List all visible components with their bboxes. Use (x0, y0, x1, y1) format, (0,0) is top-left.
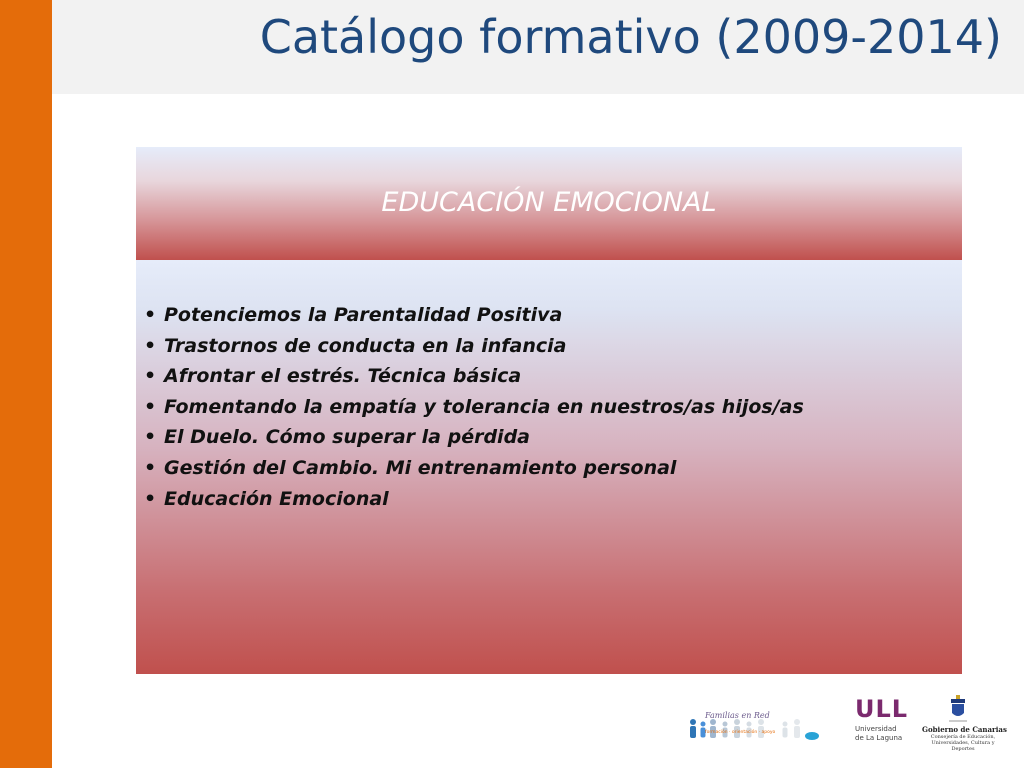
ull-logo (855, 695, 909, 749)
bullet-icon: • (144, 456, 157, 479)
list-item-text: Fomentando la empatía y tolerancia en nuestros/as hijos/as (164, 395, 804, 418)
bullet-icon: • (144, 395, 157, 418)
gobierno-subtitle-line2: Universidades, Cultura y Deportes (931, 740, 995, 752)
list-item (144, 392, 804, 423)
familias-en-red-name: Familias en Red (705, 711, 770, 720)
bullet-icon: • (144, 334, 157, 357)
ull-mark: ULL (855, 695, 909, 723)
list-item-text: Afrontar el estrés. Técnica básica (164, 365, 522, 388)
list-item (144, 300, 804, 331)
list-item (144, 361, 804, 392)
list-item-text: Educación Emocional (164, 487, 389, 510)
list-item-text: Gestión del Cambio. Mi entrenamiento personal (164, 456, 677, 479)
card-body (136, 260, 962, 674)
bullet-icon: • (144, 426, 157, 449)
familias-en-red-tagline: formación · orientación · apoyo (705, 730, 776, 735)
gobierno-name: Gobierno de Canarias (922, 725, 1007, 734)
ull-caption-line1: Universidad (855, 725, 897, 733)
ull-caption-line2: de La Laguna (855, 734, 903, 742)
list-item-text: Potenciemos la Parentalidad Positiva (164, 304, 563, 326)
title-band (52, 0, 1024, 94)
list-item-text: Trastornos de conducta en la infancia (164, 334, 567, 357)
gobierno-subtitle (920, 734, 1006, 752)
gobierno-canarias-logo (912, 695, 1007, 752)
content-card (136, 147, 962, 674)
list-item (144, 453, 804, 484)
list-item (144, 422, 804, 453)
gobierno-subtitle-line1: Consejería de Educación, (930, 734, 996, 740)
slide-title: Catálogo formativo (2009-2014) (259, 10, 1002, 64)
left-accent-bar (0, 0, 52, 768)
bullet-icon: • (144, 304, 157, 326)
course-list (144, 300, 804, 514)
list-item-text: El Duelo. Cómo superar la pérdida (164, 426, 530, 449)
list-item (144, 331, 804, 362)
list-item (144, 484, 804, 515)
bullet-icon: • (144, 487, 157, 510)
bullet-icon: • (144, 365, 157, 388)
card-header-title: EDUCACIÓN EMOCIONAL (381, 187, 717, 218)
familias-en-red-logo (685, 700, 825, 746)
coat-of-arms-icon (912, 695, 1004, 725)
card-header (136, 147, 962, 260)
